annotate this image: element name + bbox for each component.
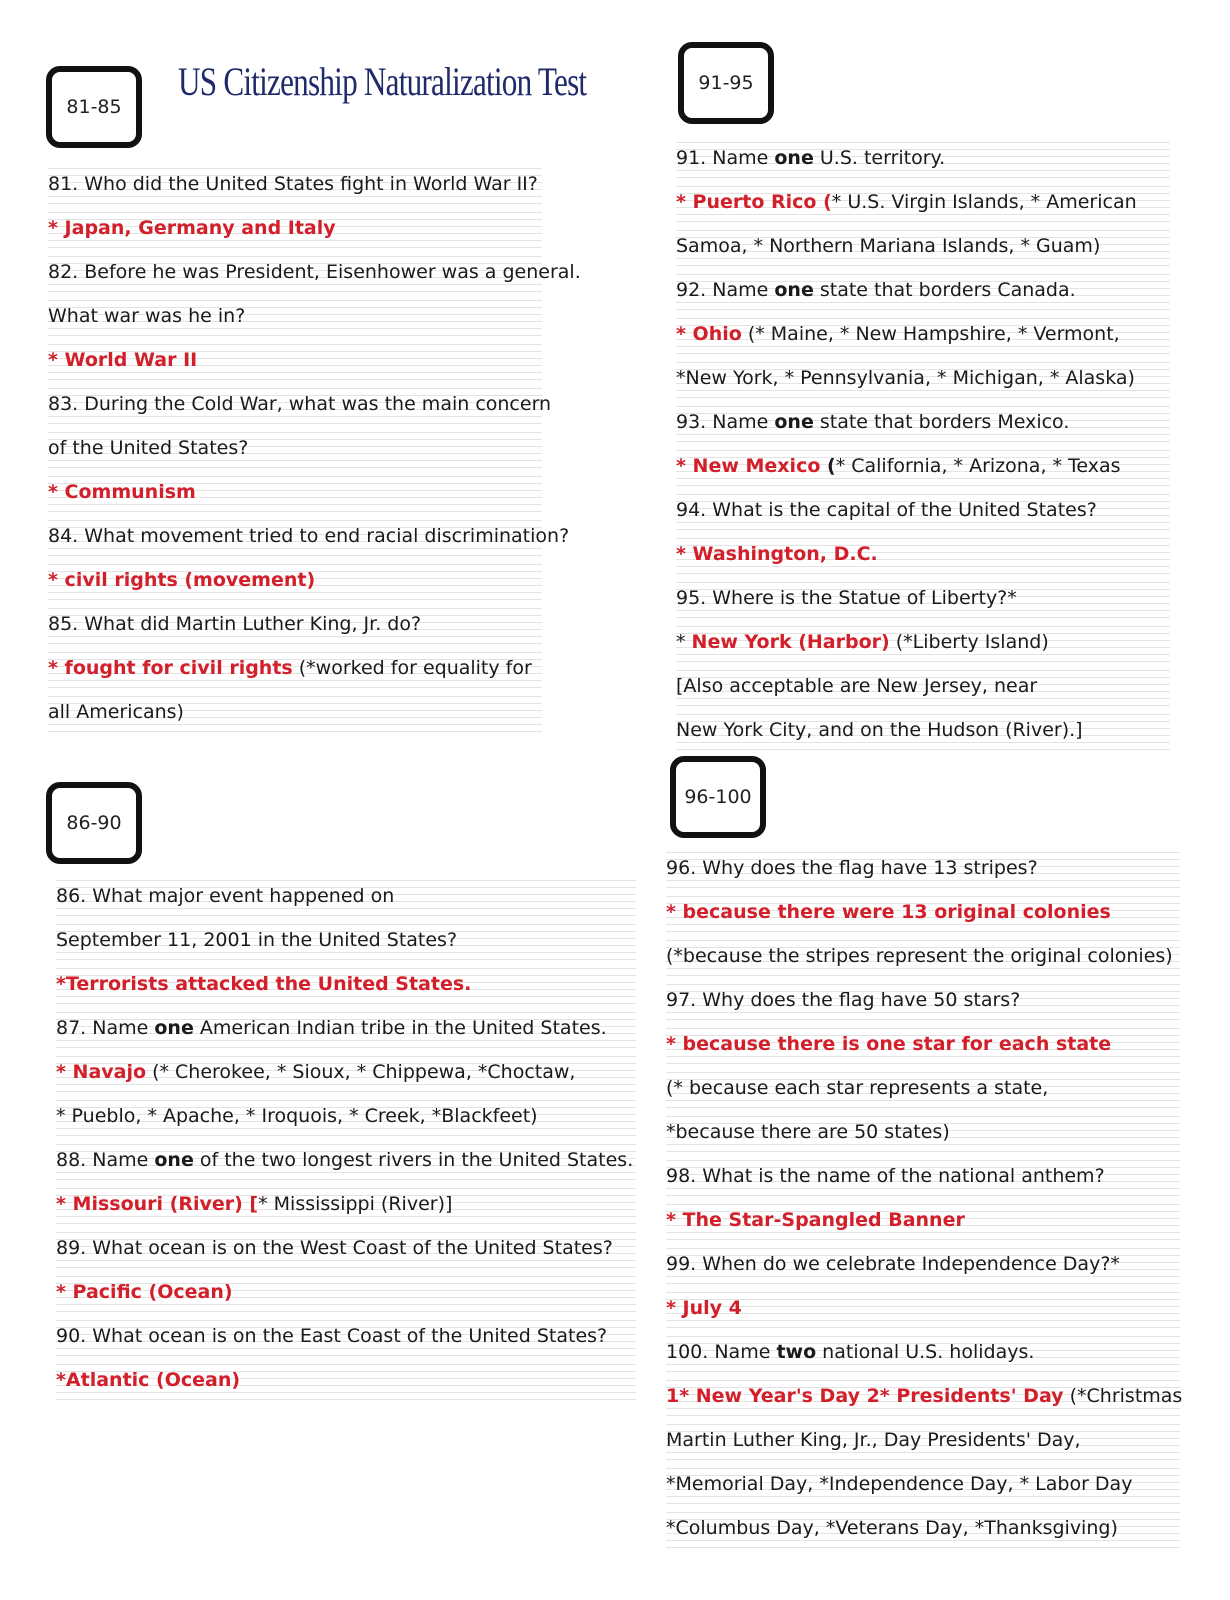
answer-87-cont: * Pueblo, * Apache, * Iroquois, * Creek, *Blackfeet): [56, 1094, 636, 1138]
answer-100-cont-2: *Memorial Day, *Independence Day, * Labor Day: [666, 1462, 1180, 1506]
question-82-cont: What war was he in?: [48, 294, 542, 338]
answer-88: * Missouri (River) [* Mississippi (River)]: [56, 1182, 636, 1226]
answer-82: * World War II: [48, 338, 542, 382]
question-93: 93. Name one state that borders Mexico.: [676, 400, 1170, 444]
badge-96-100: 96-100: [670, 756, 766, 838]
question-100: 100. Name two national U.S. holidays.: [666, 1330, 1180, 1374]
answer-85-cont: all Americans): [48, 690, 542, 734]
answer-90: *Atlantic (Ocean): [56, 1358, 636, 1402]
section-81-85: [48, 162, 581, 734]
section-96-100: [666, 846, 1183, 1550]
answer-91-cont: Samoa, * Northern Mariana Islands, * Guam): [676, 224, 1170, 268]
question-96: 96. Why does the flag have 13 stripes?: [666, 846, 1180, 890]
answer-99: * July 4: [666, 1286, 1180, 1330]
question-89: 89. What ocean is on the West Coast of the United States?: [56, 1226, 636, 1270]
question-91: 91. Name one U.S. territory.: [676, 136, 1170, 180]
question-83: 83. During the Cold War, what was the main concern: [48, 382, 542, 426]
answer-100: 1* New Year's Day 2* Presidents' Day (*Christmas: [666, 1374, 1180, 1418]
question-92: 92. Name one state that borders Canada.: [676, 268, 1170, 312]
answer-97: * because there is one star for each state: [666, 1022, 1180, 1066]
question-88: 88. Name one of the two longest rivers in the United States.: [56, 1138, 636, 1182]
badge-91-95: 91-95: [678, 42, 774, 124]
badge-81-85: 81-85: [46, 66, 142, 148]
answer-85: * fought for civil rights (*worked for equality for: [48, 646, 542, 690]
question-99: 99. When do we celebrate Independence Day?*: [666, 1242, 1180, 1286]
answer-93: * New Mexico (* California, * Arizona, * Texas: [676, 444, 1170, 488]
badge-86-90: 86-90: [46, 782, 142, 864]
question-87: 87. Name one American Indian tribe in the United States.: [56, 1006, 636, 1050]
question-98: 98. What is the name of the national anthem?: [666, 1154, 1180, 1198]
question-94: 94. What is the capital of the United States?: [676, 488, 1170, 532]
question-86: 86. What major event happened on: [56, 874, 636, 918]
question-95: 95. Where is the Statue of Liberty?*: [676, 576, 1170, 620]
answer-89: * Pacific (Ocean): [56, 1270, 636, 1314]
answer-97-alt-cont: *because there are 50 states): [666, 1110, 1180, 1154]
answer-95: * New York (Harbor) (*Liberty Island): [676, 620, 1170, 664]
question-85: 85. What did Martin Luther King, Jr. do?: [48, 602, 542, 646]
answer-81: * Japan, Germany and Italy: [48, 206, 542, 250]
answer-97-alt: (* because each star represents a state,: [666, 1066, 1180, 1110]
answer-94: * Washington, D.C.: [676, 532, 1170, 576]
question-90: 90. What ocean is on the East Coast of the United States?: [56, 1314, 636, 1358]
answer-84: * civil rights (movement): [48, 558, 542, 602]
answer-92: * Ohio (* Maine, * New Hampshire, * Vermont,: [676, 312, 1170, 356]
answer-95-note: [Also acceptable are New Jersey, near: [676, 664, 1170, 708]
answer-87: * Navajo (* Cherokee, * Sioux, * Chippewa, *Choctaw,: [56, 1050, 636, 1094]
answer-98: * The Star-Spangled Banner: [666, 1198, 1180, 1242]
question-82: 82. Before he was President, Eisenhower was a general.: [48, 250, 542, 294]
question-83-cont: of the United States?: [48, 426, 542, 470]
section-91-95: [676, 136, 1170, 752]
page-title: US Citizenship Naturalization Test: [178, 59, 587, 104]
answer-86: *Terrorists attacked the United States.: [56, 962, 636, 1006]
question-84: 84. What movement tried to end racial discrimination?: [48, 514, 542, 558]
answer-96: * because there were 13 original colonies: [666, 890, 1180, 934]
question-81: 81. Who did the United States fight in World War II?: [48, 162, 542, 206]
answer-100-cont-3: *Columbus Day, *Veterans Day, *Thanksgiving): [666, 1506, 1180, 1550]
answer-92-cont: *New York, * Pennsylvania, * Michigan, * Alaska): [676, 356, 1170, 400]
section-86-90: [56, 874, 636, 1402]
answer-96-alt: (*because the stripes represent the original colonies): [666, 934, 1180, 978]
question-97: 97. Why does the flag have 50 stars?: [666, 978, 1180, 1022]
answer-95-note-cont: New York City, and on the Hudson (River).]: [676, 708, 1170, 752]
answer-91: * Puerto Rico (* U.S. Virgin Islands, * American: [676, 180, 1170, 224]
answer-100-cont-1: Martin Luther King, Jr., Day Presidents' Day,: [666, 1418, 1180, 1462]
question-86-cont: September 11, 2001 in the United States?: [56, 918, 636, 962]
answer-83: * Communism: [48, 470, 542, 514]
